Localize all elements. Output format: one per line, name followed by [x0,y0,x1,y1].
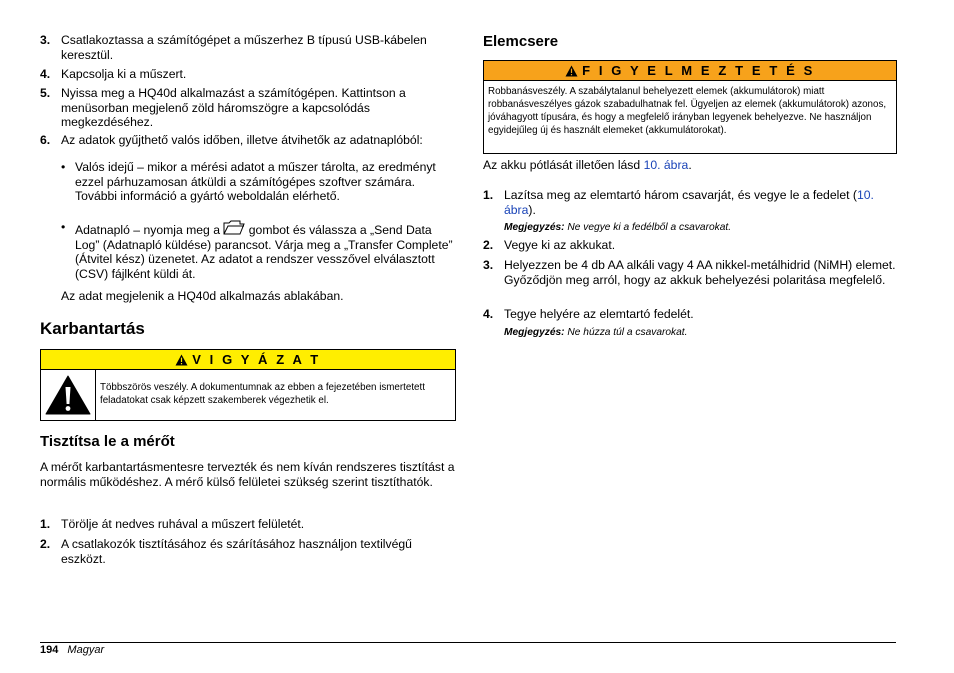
step-number: 1. [40,517,51,531]
list-item [483,238,897,253]
folder-icon [223,220,245,236]
figure-link[interactable]: 10. ábra [643,158,689,172]
list-item [40,220,456,281]
note-label: Megjegyzés: [504,222,565,233]
step-number: 6. [40,133,51,147]
step-text-part: ). [528,202,536,217]
step-text: Az adatok gyűjthető valós időben, illetve átvihetők az adatnaplóból: [61,133,423,147]
warning-triangle-icon [565,65,578,77]
caution-title: V I G Y Á Z A T [192,352,321,367]
bullet-text: Adatnapló – nyomja meg a [75,223,220,237]
bullet-text: gombot és válassza a „Send Data Log” (Adatnapló küldése) parancsot. Várja meg a „Transfer Complete” (Átvitel kész) üzenetet. Az adatot a rendszer vesszővel elválasztott (CSV) fájlként küldi át. [75,223,453,281]
reference-text: Az akku pótlását illetően lásd [483,158,641,172]
bullet-mark: • [61,160,66,174]
list-item [40,133,456,148]
step-text: Helyezzen be 4 db AA alkáli vagy 4 AA nikkel-metálhidrid (NiMH) elemet. Győződjön meg arról, hogy az akkuk behelyezési polaritása megfelelő. [504,258,896,287]
subsection-title: Tisztítsa le a mérőt [40,433,175,450]
warning-header [484,61,896,81]
paragraph: A mérőt karbantartásmentesre tervezték és nem kíván rendszeres tisztítást a normális működéshez. A mérő külső felületei szükség szerint tisztíthatók. [40,460,455,489]
paragraph [483,158,897,173]
list-item [483,258,897,287]
step-number: 4. [40,67,51,81]
note [504,221,731,234]
step-number: 2. [40,537,51,551]
note-text: Ne húzza túl a csavarokat. [567,327,688,338]
step-text: Csatlakoztassa a számítógépet a műszerhez B típusú USB-kábelen keresztül. [61,33,427,62]
step-text: Törölje át nedves ruhával a műszert felületét. [61,517,305,531]
list-item [483,307,897,322]
reference-text: . [688,158,692,172]
warning-text: Robbanásveszély. A szabálytalanul behelyezett elemek (akkumulátorok) miatt robbanásveszélyes gázok szabadulhatnak fel. Ügyeljen az elemek (akkumulátorok) azonos, jóváhagyott típusára, és hogy a megfelelő irányban legyenek behelyezve. Ne használjon egyidejűleg új és használt elemeket (akkumulátorokat). [488,86,887,136]
paragraph: Az adat megjelenik a HQ40d alkalmazás ablakában. [61,289,344,303]
warning-triangle-icon [175,354,188,366]
bullet-text: Valós idejű – mikor a mérési adatot a műszer tárolta, az eredményt ezzel párhuzamosan átküldi a számítógépes szoftver számára. [75,160,436,189]
figure-link[interactable]: 10. ábra [504,188,874,217]
note-label: Megjegyzés: [504,327,565,338]
step-text: Kapcsolja ki a műszert. [61,67,187,81]
list-item [40,537,456,566]
step-number: 3. [483,258,494,272]
warning-box [483,60,897,154]
footer-language: Magyar [67,644,105,656]
step-number: 2. [483,238,494,252]
page-number: 194 [40,644,59,656]
list-item [40,67,456,82]
list-item [40,33,456,62]
list-item [40,86,440,130]
note-text: Ne vegye ki a fedélből a csavarokat. [567,222,732,233]
list-item [40,160,440,204]
section-title: Elemcsere [483,33,559,50]
step-text: Nyissa meg a HQ40d alkalmazást a számítógépen. Kattintson a menüsorban megjelenő zöld háromszögre a kapcsolódás megkezdéséhez. [61,86,406,130]
footer-divider [40,642,896,643]
step-text: A csatlakozók tisztításához és szárításához használjon textilvégű eszközt. [61,537,412,566]
footer [40,644,104,657]
step-number: 3. [40,33,51,47]
caution-header [41,350,455,370]
step-number: 4. [483,307,494,321]
warning-triangle-icon [45,375,91,415]
caution-icon-cell [41,370,96,420]
step-number: 1. [483,188,494,202]
note [504,326,687,339]
bullet-text: További információ a gyártó weboldalán elérhető. [75,189,340,204]
caution-text: Többszörös veszély. A dokumentumnak az ebben a fejezetében ismertetett feladatokat csak képzett szakemberek végezhetik el. [100,382,425,406]
step-text: Tegye helyére az elemtartó fedelét. [504,307,694,321]
step-text [504,188,897,217]
step-text-part: Lazítsa meg az elemtartó három csavarját, és vegye le a fedelet ( [504,188,857,202]
list-item [483,188,897,217]
warning-title: F I G Y E L M E Z T E T É S [582,63,815,78]
step-text: Vegye ki az akkukat. [504,238,616,252]
list-item [40,517,456,532]
caution-box [40,349,456,421]
bullet-mark: • [61,220,66,234]
section-title: Karbantartás [40,319,145,338]
step-number: 5. [40,86,51,100]
